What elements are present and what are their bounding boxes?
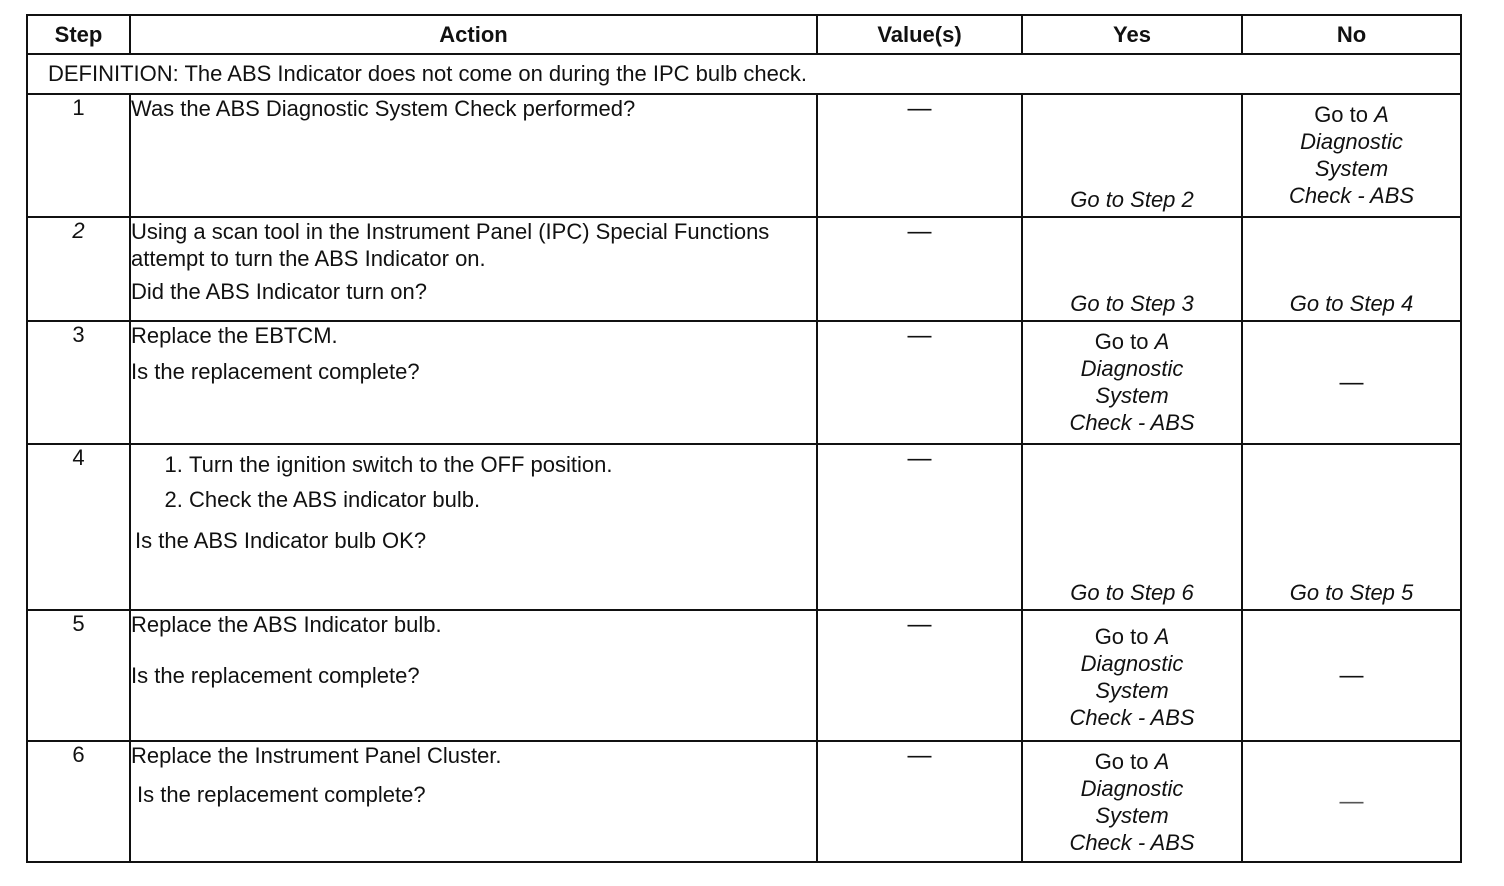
yes-cell: Go to Step 3 (1022, 217, 1242, 321)
goto-a: A (1154, 624, 1170, 649)
goto-line3: System (1095, 803, 1169, 828)
yes-cell (1022, 741, 1242, 862)
action-cell (130, 217, 817, 321)
action-text: Replace the EBTCM. (131, 323, 338, 348)
no-cell: — (1242, 610, 1461, 741)
table-row (27, 321, 1461, 444)
header-action: Action (130, 15, 817, 54)
step-number: 2 (27, 217, 130, 321)
table-row (27, 610, 1461, 741)
goto-line2: Diagnostic (1300, 129, 1403, 154)
step-number: 1 (27, 94, 130, 217)
goto-prefix: Go to (1094, 749, 1155, 774)
header-row (27, 15, 1461, 54)
goto-line2: Diagnostic (1080, 776, 1184, 801)
step-number: 6 (27, 741, 130, 862)
table-row (27, 444, 1461, 610)
no-cell: — (1242, 321, 1461, 444)
goto-line2: Diagnostic (1080, 651, 1184, 676)
goto-a: A (1374, 102, 1389, 127)
definition-text: DEFINITION: The ABS Indicator does not come on during the IPC bulb check. (27, 54, 1461, 94)
action-text: Replace the ABS Indicator bulb. (131, 612, 442, 637)
step-number: 5 (27, 610, 130, 741)
table-row (27, 217, 1461, 321)
action-question: Did the ABS Indicator turn on? (131, 279, 427, 304)
action-cell (130, 444, 817, 610)
header-values: Value(s) (817, 15, 1022, 54)
goto-line3: System (1095, 383, 1169, 408)
goto-line4: Check - ABS (1069, 705, 1195, 730)
table-row (27, 94, 1461, 217)
step-number: 4 (27, 444, 130, 610)
value-cell: — (817, 610, 1022, 741)
value-cell: — (817, 94, 1022, 217)
no-cell: Go to Step 4 (1242, 217, 1461, 321)
goto-prefix: Go to (1094, 329, 1155, 354)
goto-prefix: Go to (1314, 102, 1375, 127)
goto-line2: Diagnostic (1080, 356, 1184, 381)
value-cell: — (817, 217, 1022, 321)
action-text: Replace the Instrument Panel Cluster. (131, 743, 502, 768)
yes-cell (1022, 610, 1242, 741)
header-no: No (1242, 15, 1461, 54)
value-cell: — (817, 741, 1022, 862)
goto-prefix: Go to (1094, 624, 1155, 649)
no-cell (1242, 94, 1461, 217)
action-cell (130, 94, 817, 217)
yes-cell: Go to Step 2 (1022, 94, 1242, 217)
list-item: 1. Turn the ignition switch to the OFF position. (189, 451, 816, 478)
table-row (27, 741, 1461, 862)
header-yes: Yes (1022, 15, 1242, 54)
action-text: Using a scan tool in the Instrument Panel (IPC) Special Functions attempt to turn the ABS Indicator on. (131, 219, 770, 271)
goto-line4: Check - ABS (1069, 830, 1195, 855)
goto-a: A (1154, 749, 1170, 774)
action-question: Is the ABS Indicator bulb OK? (135, 528, 427, 553)
action-cell (130, 321, 817, 444)
header-step: Step (27, 15, 130, 54)
value-cell: — (817, 444, 1022, 610)
goto-line3: System (1095, 678, 1169, 703)
list-item: 2. Check the ABS indicator bulb. (189, 486, 816, 513)
goto-line4: Check - ABS (1069, 410, 1195, 435)
action-text: Was the ABS Diagnostic System Check performed? (131, 96, 636, 121)
yes-cell (1022, 321, 1242, 444)
action-steps-list (131, 451, 816, 513)
diagnostic-table (26, 14, 1462, 863)
action-question: Is the replacement complete? (131, 359, 420, 384)
action-cell (130, 610, 817, 741)
action-question: Is the replacement complete? (137, 782, 426, 807)
definition-row (27, 54, 1461, 94)
step-number: 3 (27, 321, 130, 444)
no-cell: — (1242, 741, 1461, 862)
goto-line4: Check - ABS (1288, 183, 1415, 208)
value-cell: — (817, 321, 1022, 444)
no-cell: Go to Step 5 (1242, 444, 1461, 610)
action-cell (130, 741, 817, 862)
goto-line3: System (1314, 156, 1389, 181)
action-question: Is the replacement complete? (131, 663, 420, 688)
yes-cell: Go to Step 6 (1022, 444, 1242, 610)
goto-a: A (1154, 329, 1170, 354)
